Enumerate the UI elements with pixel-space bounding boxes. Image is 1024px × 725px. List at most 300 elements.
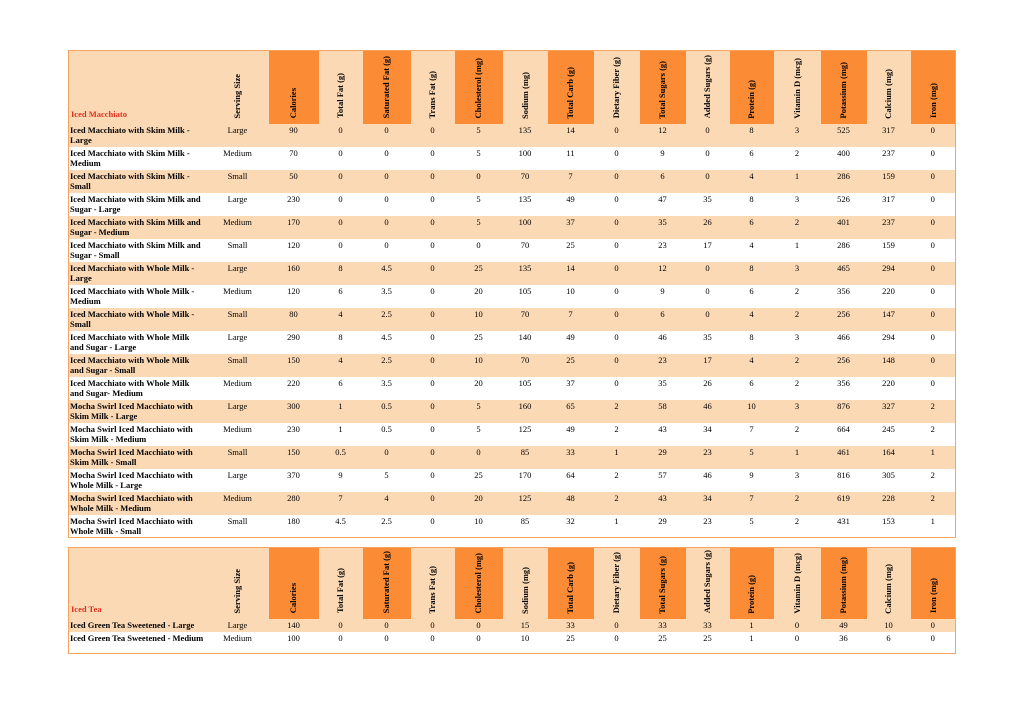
item-name: Iced Macchiato with Skim Milk - Small xyxy=(69,170,207,193)
table-cell: 237 xyxy=(882,147,895,158)
table-cell: Large xyxy=(207,262,269,285)
table-cell: 11 xyxy=(566,147,575,158)
column-header xyxy=(640,51,686,124)
table-cell: 3 xyxy=(794,331,800,342)
table-row xyxy=(69,469,956,492)
table-cell: 0 xyxy=(384,632,389,643)
column-header xyxy=(269,548,319,619)
table-cell: 180 xyxy=(287,515,300,526)
table-body xyxy=(69,619,956,654)
table-cell: 159 xyxy=(867,170,911,193)
table-cell: 6 xyxy=(730,216,774,239)
table-cell: 0 xyxy=(430,515,435,526)
table-cell: 220 xyxy=(882,285,895,296)
column-header-label: Vitamin D (mcg) xyxy=(791,552,802,614)
column-header xyxy=(269,51,319,124)
column-header xyxy=(821,51,867,124)
table-cell: 6 xyxy=(338,285,343,296)
column-header-label: Saturated Fat (g) xyxy=(381,56,392,119)
table-cell: 33 xyxy=(686,619,730,632)
table-cell: 25 xyxy=(474,469,483,480)
table-cell: 50 xyxy=(269,170,319,193)
table-cell: 25 xyxy=(658,632,667,643)
table-row xyxy=(69,170,956,193)
table-cell: 34 xyxy=(686,492,730,515)
table-cell: 8 xyxy=(749,193,754,204)
table-cell: 85 xyxy=(503,446,548,469)
table-cell: 400 xyxy=(837,147,850,158)
item-name: Iced Macchiato with Skim Milk - Large xyxy=(69,124,207,147)
column-header-label: Dietary Fiber (g) xyxy=(611,552,622,614)
table-cell: 0 xyxy=(384,147,389,158)
table-cell: 1 xyxy=(774,446,821,469)
column-header xyxy=(411,548,455,619)
column-header-label: Total Sugars (g) xyxy=(657,555,668,614)
table-cell: 0 xyxy=(411,619,455,632)
section-title: Iced Macchiato xyxy=(69,51,207,124)
table-cell: 0 xyxy=(594,619,640,632)
table-cell: 1 xyxy=(319,400,363,423)
table-cell: 0 xyxy=(911,354,956,377)
table-cell: 317 xyxy=(867,124,911,147)
column-header xyxy=(319,51,363,124)
table-cell: 25 xyxy=(474,331,483,342)
table-row xyxy=(69,423,956,446)
item-name: Mocha Swirl Iced Macchiato with Whole Milk - Large xyxy=(70,469,193,490)
table-cell: 140 xyxy=(269,619,319,632)
column-header-label: Calories xyxy=(288,583,299,614)
table-cell: 49 xyxy=(566,331,575,342)
header-row xyxy=(69,51,956,124)
table-cell: 43 xyxy=(658,423,667,434)
table-cell: 64 xyxy=(566,469,575,480)
table-cell: 0 xyxy=(930,147,935,158)
table-cell: 0 xyxy=(705,147,710,158)
table-cell: 25 xyxy=(703,632,712,643)
table-cell: 0 xyxy=(911,262,956,285)
table-cell: 1 xyxy=(794,239,800,250)
table-cell: 33 xyxy=(548,619,594,632)
column-header-label: Sodium (mg) xyxy=(519,566,530,614)
table-row xyxy=(69,147,956,170)
table-cell: 34 xyxy=(703,423,712,434)
table-cell: 280 xyxy=(269,492,319,515)
column-header xyxy=(319,548,363,619)
table-cell: 4.5 xyxy=(381,331,392,342)
column-header xyxy=(821,548,867,619)
table-cell: 0 xyxy=(930,193,935,204)
table-cell: 0 xyxy=(363,170,411,193)
table-cell: 0 xyxy=(363,124,411,147)
item-name: Mocha Swirl Iced Macchiato with Skim Milk - Small xyxy=(69,446,207,469)
table-cell: 3 xyxy=(794,469,800,480)
table-cell: 10 xyxy=(520,632,530,643)
table-cell: 4 xyxy=(730,308,774,331)
table-cell: 43 xyxy=(640,492,686,515)
table-cell: 37 xyxy=(548,216,594,239)
column-header-label: Serving Size xyxy=(232,568,243,614)
table-cell: 8 xyxy=(749,331,754,342)
table-cell: 12 xyxy=(640,124,686,147)
table-cell: 6 xyxy=(749,285,754,296)
table-cell: 0 xyxy=(476,632,481,643)
table-cell: 8 xyxy=(338,331,343,342)
column-header-label: Iron (mg) xyxy=(927,83,938,119)
table-cell: 17 xyxy=(686,354,730,377)
table-cell: 49 xyxy=(821,619,867,632)
table-cell: 32 xyxy=(566,515,575,526)
column-header-label: Serving Size xyxy=(232,73,243,119)
column-header-label: Cholesterol (mg) xyxy=(473,57,484,119)
table-cell: 9 xyxy=(338,469,343,480)
table-row xyxy=(69,331,956,354)
item-name: Iced Green Tea Sweetened - Medium xyxy=(70,632,204,643)
table-cell: 23 xyxy=(686,446,730,469)
table-cell: 0 xyxy=(411,262,455,285)
table-cell: 46 xyxy=(686,400,730,423)
table-cell: 0 xyxy=(614,147,619,158)
table-cell: 0 xyxy=(430,423,435,434)
table-cell: 461 xyxy=(821,446,867,469)
column-header xyxy=(207,548,269,619)
table-cell: 29 xyxy=(640,446,686,469)
table-cell: 0 xyxy=(930,239,935,250)
column-header xyxy=(411,51,455,124)
table-cell: 0 xyxy=(594,262,640,285)
table-cell: 148 xyxy=(867,354,911,377)
table-cell: 160 xyxy=(269,262,319,285)
table-cell: 2 xyxy=(774,354,821,377)
table-cell: 3 xyxy=(774,262,821,285)
column-header-label: Dietary Fiber (g) xyxy=(611,57,622,119)
table-cell: 25 xyxy=(548,354,594,377)
table-cell: Small xyxy=(227,515,248,526)
table-cell: 5 xyxy=(455,216,503,239)
table-cell: 0 xyxy=(614,331,619,342)
table-row xyxy=(69,377,956,400)
table-cell: 2.5 xyxy=(363,308,411,331)
table-row xyxy=(69,285,956,308)
table-cell: 664 xyxy=(837,423,850,434)
table-cell: 140 xyxy=(518,331,532,342)
table-cell: 0 xyxy=(411,400,455,423)
table-cell: 0 xyxy=(338,632,343,643)
item-name: Iced Macchiato with Whole Milk - Small xyxy=(69,308,207,331)
table-cell: 0 xyxy=(384,193,389,204)
table-cell: 0 xyxy=(594,308,640,331)
table-cell: Large xyxy=(207,400,269,423)
table-cell: 90 xyxy=(269,124,319,147)
column-header-label: Potassium (mg) xyxy=(838,62,849,119)
table-cell: 356 xyxy=(837,377,850,388)
table-cell: 3.5 xyxy=(381,377,392,388)
table-cell: 4 xyxy=(730,170,774,193)
table-cell: 3 xyxy=(794,193,800,204)
column-header xyxy=(867,51,911,124)
column-header-label: Vitamin D (mcg) xyxy=(791,57,802,119)
table-cell: 0 xyxy=(686,308,730,331)
table-row xyxy=(69,400,956,423)
column-header-label: Iron (mg) xyxy=(927,578,938,614)
item-name: Mocha Swirl Iced Macchiato with Whole Milk - Medium xyxy=(69,492,207,515)
table-cell: 0 xyxy=(686,124,730,147)
column-header xyxy=(594,548,640,619)
item-name: Iced Green Tea Sweetened - Large xyxy=(69,619,207,632)
table-cell: 525 xyxy=(821,124,867,147)
table-cell: 431 xyxy=(837,515,850,526)
column-header-label: Cholesterol (mg) xyxy=(473,552,484,614)
table-cell: 3 xyxy=(774,400,821,423)
table-cell: 12 xyxy=(640,262,686,285)
column-header-label: Calories xyxy=(288,88,299,119)
table-cell: Large xyxy=(227,193,248,204)
table-cell: 0 xyxy=(614,193,619,204)
table-cell: 3 xyxy=(774,124,821,147)
table-cell: 0 xyxy=(911,308,956,331)
table-cell: 2 xyxy=(614,469,619,480)
table-cell: 70 xyxy=(289,147,298,158)
table-cell: 160 xyxy=(503,400,548,423)
table-cell: 2.5 xyxy=(363,354,411,377)
table-cell: Large xyxy=(227,469,248,480)
item-name: Iced Macchiato with Skim Milk - Medium xyxy=(70,147,190,168)
table-cell: 0 xyxy=(411,308,455,331)
table-cell: 1 xyxy=(774,170,821,193)
table-cell: 10 xyxy=(867,619,911,632)
table-cell: 0 xyxy=(319,216,363,239)
item-name: Iced Macchiato with Whole Milk and Sugar- Medium xyxy=(70,377,190,398)
iced-tea-table xyxy=(68,547,956,654)
table-cell: Medium xyxy=(207,216,269,239)
column-header-label: Calcium (mg) xyxy=(883,68,894,119)
table-cell: 164 xyxy=(867,446,911,469)
column-header xyxy=(503,51,548,124)
table-cell: 2 xyxy=(911,400,956,423)
table-cell: 286 xyxy=(821,170,867,193)
table-cell: 2 xyxy=(594,492,640,515)
table-cell: 9 xyxy=(660,285,665,296)
table-row xyxy=(69,308,956,331)
table-cell: 5 xyxy=(476,423,481,434)
column-header-label: Total Fat (g) xyxy=(335,73,346,119)
table-cell: 327 xyxy=(867,400,911,423)
table-cell: 6 xyxy=(640,170,686,193)
table-cell: 0 xyxy=(319,619,363,632)
table-cell: 25 xyxy=(566,239,575,250)
table-cell: 0 xyxy=(363,216,411,239)
table-cell: 0 xyxy=(338,239,343,250)
table-cell: 170 xyxy=(269,216,319,239)
table-cell: 105 xyxy=(518,285,532,296)
table-cell: 0 xyxy=(411,124,455,147)
table-cell: Small xyxy=(207,170,269,193)
table-row xyxy=(69,515,956,538)
table-cell: 0 xyxy=(455,170,503,193)
table-cell: 9 xyxy=(660,147,665,158)
column-header xyxy=(207,51,269,124)
table-cell: 0 xyxy=(411,354,455,377)
column-header-label: Total Carb (g) xyxy=(565,66,576,119)
table-cell: 1 xyxy=(614,515,619,526)
table-cell: 0 xyxy=(705,285,710,296)
column-header-label: Sodium (mg) xyxy=(519,71,530,119)
table-cell: 230 xyxy=(287,423,300,434)
column-header xyxy=(640,548,686,619)
table-cell: 15 xyxy=(503,619,548,632)
table-cell: 0 xyxy=(930,632,935,643)
table-cell: 816 xyxy=(837,469,850,480)
table-cell: Small xyxy=(207,354,269,377)
table-cell: 23 xyxy=(658,239,667,250)
table-cell: 4 xyxy=(319,354,363,377)
table-cell: 290 xyxy=(287,331,300,342)
column-header xyxy=(730,51,774,124)
table-cell: 0 xyxy=(911,124,956,147)
item-name: Mocha Swirl Iced Macchiato with Skim Milk - Large xyxy=(69,400,207,423)
table-cell: 2 xyxy=(614,423,619,434)
table-cell: Large xyxy=(227,331,248,342)
table-cell: 100 xyxy=(503,216,548,239)
table-cell: 48 xyxy=(548,492,594,515)
table-cell: 0 xyxy=(930,377,935,388)
table-cell: 10 xyxy=(455,354,503,377)
table-cell: 7 xyxy=(548,170,594,193)
table-cell: 0.5 xyxy=(381,423,392,434)
table-cell: 7 xyxy=(319,492,363,515)
table-cell: 4 xyxy=(363,492,411,515)
table-cell: 0 xyxy=(411,446,455,469)
column-header-label: Trans Fat (g) xyxy=(427,70,438,119)
column-header xyxy=(686,51,730,124)
table-cell: 36 xyxy=(839,632,848,643)
column-header-label: Saturated Fat (g) xyxy=(381,551,392,614)
table-cell: 1 xyxy=(930,515,935,526)
table-cell: 1 xyxy=(730,619,774,632)
table-cell: 8 xyxy=(319,262,363,285)
table-cell: 125 xyxy=(518,423,532,434)
table-cell: 70 xyxy=(503,308,548,331)
column-header xyxy=(774,548,821,619)
table-cell: Medium xyxy=(223,423,252,434)
table-cell: 33 xyxy=(548,446,594,469)
table-cell: 245 xyxy=(882,423,895,434)
column-header xyxy=(455,548,503,619)
table-cell: 619 xyxy=(821,492,867,515)
table-row xyxy=(69,492,956,515)
table-cell: 150 xyxy=(269,446,319,469)
table-cell: Small xyxy=(207,446,269,469)
table-cell: 57 xyxy=(658,469,667,480)
table-cell: 8 xyxy=(730,262,774,285)
table-cell: 49 xyxy=(566,423,575,434)
table-cell: 220 xyxy=(287,377,300,388)
table-cell: 0 xyxy=(455,619,503,632)
table-row xyxy=(69,632,956,654)
item-name: Iced Macchiato with Whole Milk and Sugar - Small xyxy=(69,354,207,377)
table-cell: 5 xyxy=(384,469,389,480)
table-cell: 29 xyxy=(658,515,667,526)
header-row xyxy=(69,548,956,619)
table-cell: 33 xyxy=(640,619,686,632)
table-cell: 0.5 xyxy=(363,400,411,423)
table-cell: Medium xyxy=(223,147,252,158)
table-cell: 5 xyxy=(455,124,503,147)
table-cell: Medium xyxy=(223,632,252,643)
table-cell: 4.5 xyxy=(363,262,411,285)
table-cell: 0 xyxy=(614,377,619,388)
table-cell: 7 xyxy=(548,308,594,331)
table-cell: 17 xyxy=(703,239,712,250)
table-cell: 2 xyxy=(794,515,800,526)
table-cell: 0 xyxy=(411,492,455,515)
table-cell: 0 xyxy=(774,619,821,632)
table-cell: 6 xyxy=(749,377,754,388)
table-cell: 9 xyxy=(749,469,754,480)
table-cell: 47 xyxy=(658,193,667,204)
table-cell: 0 xyxy=(411,170,455,193)
column-header xyxy=(503,548,548,619)
item-name: Iced Macchiato with Whole Milk - Medium xyxy=(70,285,195,306)
table-cell: 0 xyxy=(338,147,343,158)
table-cell: 0 xyxy=(594,354,640,377)
table-cell: 125 xyxy=(503,492,548,515)
table-cell: 6 xyxy=(640,308,686,331)
table-cell: 2 xyxy=(794,377,800,388)
table-cell: 85 xyxy=(520,515,530,526)
table-cell: 26 xyxy=(703,377,712,388)
iced-macchiato-table xyxy=(68,50,956,538)
table-cell: 228 xyxy=(867,492,911,515)
table-cell: 0 xyxy=(911,216,956,239)
table-cell: 0 xyxy=(363,446,411,469)
table-cell: 70 xyxy=(520,239,530,250)
table-row xyxy=(69,354,956,377)
table-cell: 256 xyxy=(821,354,867,377)
table-cell: 5 xyxy=(730,446,774,469)
table-cell: 49 xyxy=(566,193,575,204)
table-cell: 0 xyxy=(430,469,435,480)
table-cell: 150 xyxy=(269,354,319,377)
table-cell: 1 xyxy=(594,446,640,469)
table-cell: 220 xyxy=(882,377,895,388)
table-cell: 65 xyxy=(548,400,594,423)
table-cell: Large xyxy=(207,124,269,147)
table-cell: Medium xyxy=(223,377,252,388)
table-cell: 135 xyxy=(503,124,548,147)
table-cell: 0 xyxy=(930,331,935,342)
table-cell: 10 xyxy=(566,285,575,296)
table-body xyxy=(69,124,956,538)
table-cell: 526 xyxy=(837,193,850,204)
table-cell: 0 xyxy=(411,216,455,239)
table-cell: 0 xyxy=(338,193,343,204)
table-cell: 370 xyxy=(287,469,300,480)
table-cell: 0 xyxy=(614,285,619,296)
table-cell: 466 xyxy=(837,331,850,342)
table-cell: 7 xyxy=(749,423,754,434)
table-cell: 2 xyxy=(774,308,821,331)
column-header-label: Trans Fat (g) xyxy=(427,565,438,614)
table-cell: 0 xyxy=(594,216,640,239)
table-cell: 401 xyxy=(821,216,867,239)
table-cell: 100 xyxy=(287,632,300,643)
item-name: Mocha Swirl Iced Macchiato with Whole Milk - Small xyxy=(70,515,193,536)
table-cell: 35 xyxy=(703,193,712,204)
table-cell: 0 xyxy=(911,170,956,193)
table-row xyxy=(69,124,956,147)
table-cell: 5 xyxy=(476,193,481,204)
table-row xyxy=(69,446,956,469)
